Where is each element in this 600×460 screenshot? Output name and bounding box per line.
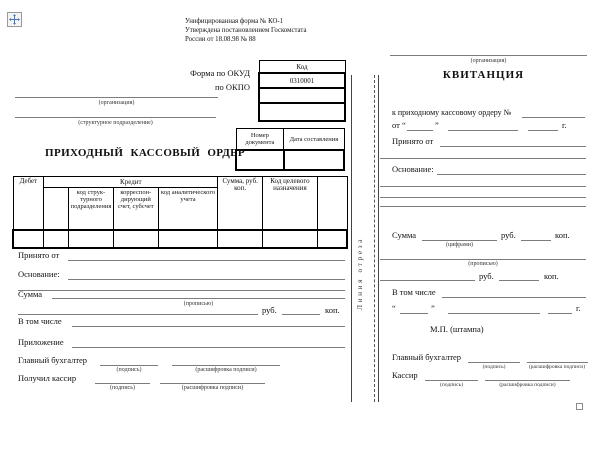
- receipt-rub-label-2: руб.: [479, 271, 494, 281]
- receipt-accepted-from-blank-2: [380, 158, 586, 159]
- receipt-including-label: В том числе: [392, 287, 436, 297]
- doc-number-header: Номер документа: [236, 129, 284, 151]
- signature-caption: (подпись): [482, 364, 506, 370]
- form-right-border-line: [351, 75, 352, 402]
- unit-caption: (структурное подразделение): [78, 120, 153, 126]
- move-cross-arrows-icon: [9, 14, 20, 25]
- receipt-sum-digits-blank: [422, 240, 497, 241]
- order-title: ПРИХОДНЫЙ КАССОВЫЙ ОРДЕР: [45, 147, 246, 159]
- sum-words-blank: [52, 298, 345, 299]
- accounting-data-row: [13, 230, 347, 248]
- cashier-signature-blank: [95, 383, 150, 384]
- code-table: [258, 60, 346, 122]
- order-accounting-table: [12, 176, 348, 249]
- purpose-code-header: Код целевого назначения: [263, 177, 318, 231]
- receipt-basis-label: Основание:: [392, 164, 434, 174]
- receipt-to-order-label: к приходному кассовому ордеру №: [392, 108, 512, 117]
- signature-decode-caption: (расшифровка подписи): [195, 367, 257, 373]
- receipt-kop-label-2: коп.: [544, 271, 559, 281]
- signature-caption: (подпись): [110, 385, 135, 391]
- debit-header: Дебет: [13, 177, 44, 231]
- receipt-date2-month-blank: [448, 313, 540, 314]
- doc-number-date-table: [235, 128, 345, 171]
- rub-label: руб.: [262, 305, 277, 315]
- cashier-received-label: Получил кассир: [18, 373, 77, 383]
- rub-blank: [282, 314, 320, 315]
- receipt-rub-label: руб.: [501, 230, 516, 240]
- okpo-label: по ОКПО: [214, 82, 250, 92]
- okud-code-value: 0310001: [259, 73, 345, 88]
- move-handle-button[interactable]: [7, 12, 22, 27]
- receipt-basis-blank-4: [380, 206, 586, 207]
- form-approval-note-line3: России от 18.08.98 № 88: [185, 36, 256, 43]
- okpo-code-cell: [259, 88, 345, 103]
- receipt-cashier-label: Кассир: [392, 370, 418, 380]
- signature-decode-caption: (расшифровка подписи): [181, 385, 244, 391]
- receipt-sum-words-caption: (прописью): [468, 261, 498, 267]
- receipt-including-blank: [442, 297, 586, 298]
- receipt-kop-blank-2: [499, 280, 539, 281]
- basis-blank: [68, 279, 345, 280]
- credit-sub-unit-header: код структурного подразделения: [69, 188, 114, 231]
- receipt-from-label: от “: [392, 120, 406, 130]
- receipt-sum-label: Сумма: [392, 230, 417, 240]
- extra-code-cell: [259, 103, 345, 121]
- receipt-date2-day-blank: [400, 313, 428, 314]
- basis-blank-2: [18, 290, 345, 291]
- unit-blank: [15, 117, 216, 118]
- signature-caption: (подпись): [116, 367, 142, 373]
- receipt-year-label: г.: [562, 120, 567, 130]
- code-table-header: Код: [259, 61, 345, 74]
- receipt-date-year-blank: [528, 130, 558, 131]
- receipt-accepted-from-blank: [440, 146, 586, 147]
- doc-date-header: Дата составления: [284, 129, 344, 151]
- credit-sub-analytic-header: код аналитического учета: [158, 188, 218, 231]
- receipt-basis-blank-3: [380, 197, 586, 198]
- receipt-sum-words-blank: [380, 259, 586, 260]
- receipt-chief-accountant-label: Главный бухгалтер: [392, 352, 462, 362]
- including-blank: [72, 326, 345, 327]
- signature-decode-caption: (расшифровка подписи): [528, 364, 586, 370]
- receipt-date-day-blank: [407, 130, 433, 131]
- receipt-left-border-line: [378, 75, 379, 402]
- receipt-year-label-2: г.: [576, 303, 581, 313]
- receipt-chief-signature-blank: [468, 362, 520, 363]
- organization-caption: (организация): [98, 100, 135, 106]
- cut-dashed-line: [374, 75, 375, 402]
- chief-accountant-label: Главный бухгалтер: [18, 355, 88, 365]
- receipt-order-number-blank: [522, 117, 585, 118]
- receipt-sum-words-blank-2: [380, 280, 475, 281]
- receipt-date2-open-quote: “: [392, 303, 396, 313]
- including-label: В том числе: [18, 316, 62, 326]
- signature-decode-caption: (расшифровка подписи): [499, 382, 556, 388]
- basis-label: Основание:: [18, 269, 60, 279]
- accepted-from-label: Принято от: [18, 250, 60, 260]
- receipt-basis-blank: [437, 174, 586, 175]
- credit-sub-empty: [44, 188, 69, 231]
- receipt-accepted-from-label: Принято от: [392, 136, 434, 146]
- attachment-label: Приложение: [18, 337, 64, 347]
- receipt-basis-blank-2: [380, 186, 586, 187]
- credit-header: Кредит: [44, 177, 218, 188]
- receipt-stamp-label: М.П. (штампа): [430, 324, 484, 334]
- receipt-title: КВИТАНЦИЯ: [442, 69, 525, 81]
- attachment-blank: [72, 347, 345, 348]
- cashier-decode-blank: [160, 383, 265, 384]
- signature-caption: (подпись): [440, 382, 463, 388]
- receipt-chief-decode-blank: [527, 362, 588, 363]
- receipt-date2-year-blank: [548, 313, 572, 314]
- receipt-kop-blank: [521, 240, 551, 241]
- receipt-cashier-decode-blank: [485, 380, 570, 381]
- receipt-date2-close-quote: ”: [431, 303, 435, 313]
- okud-label: Форма по ОКУД: [190, 68, 250, 78]
- receipt-organization-blank: [390, 55, 587, 56]
- empty-square-marker: [576, 403, 583, 410]
- sum-label: Сумма: [18, 289, 43, 299]
- kop-label: коп.: [325, 305, 340, 315]
- spare-header-cell: [317, 177, 347, 231]
- chief-accountant-decode-blank: [172, 365, 280, 366]
- accepted-from-blank: [68, 260, 345, 261]
- cut-line-label: Линия отреза: [355, 237, 364, 310]
- organization-blank: [15, 97, 218, 98]
- sum-header: Сумма, руб. коп.: [218, 177, 263, 231]
- chief-accountant-signature-blank: [100, 365, 158, 366]
- sum-words-caption: (прописью): [183, 301, 214, 307]
- form-approval-note-line2: Утверждена постановлением Госкомстата: [185, 27, 307, 34]
- receipt-cashier-signature-blank: [425, 380, 478, 381]
- doc-date-cell: [284, 150, 344, 170]
- receipt-from-quote: ”: [435, 120, 439, 130]
- sum-words-blank-2: [18, 314, 258, 315]
- form-approval-note-line1: Унифицированная форма № КО-1: [185, 18, 284, 25]
- receipt-kop-label: коп.: [555, 230, 570, 240]
- receipt-date-month-blank: [448, 130, 518, 131]
- receipt-sum-digits-caption: (цифрами): [446, 242, 473, 248]
- credit-sub-account-header: корреспондирующий счет, субсчет: [113, 188, 158, 231]
- receipt-organization-caption: (организация): [470, 58, 507, 64]
